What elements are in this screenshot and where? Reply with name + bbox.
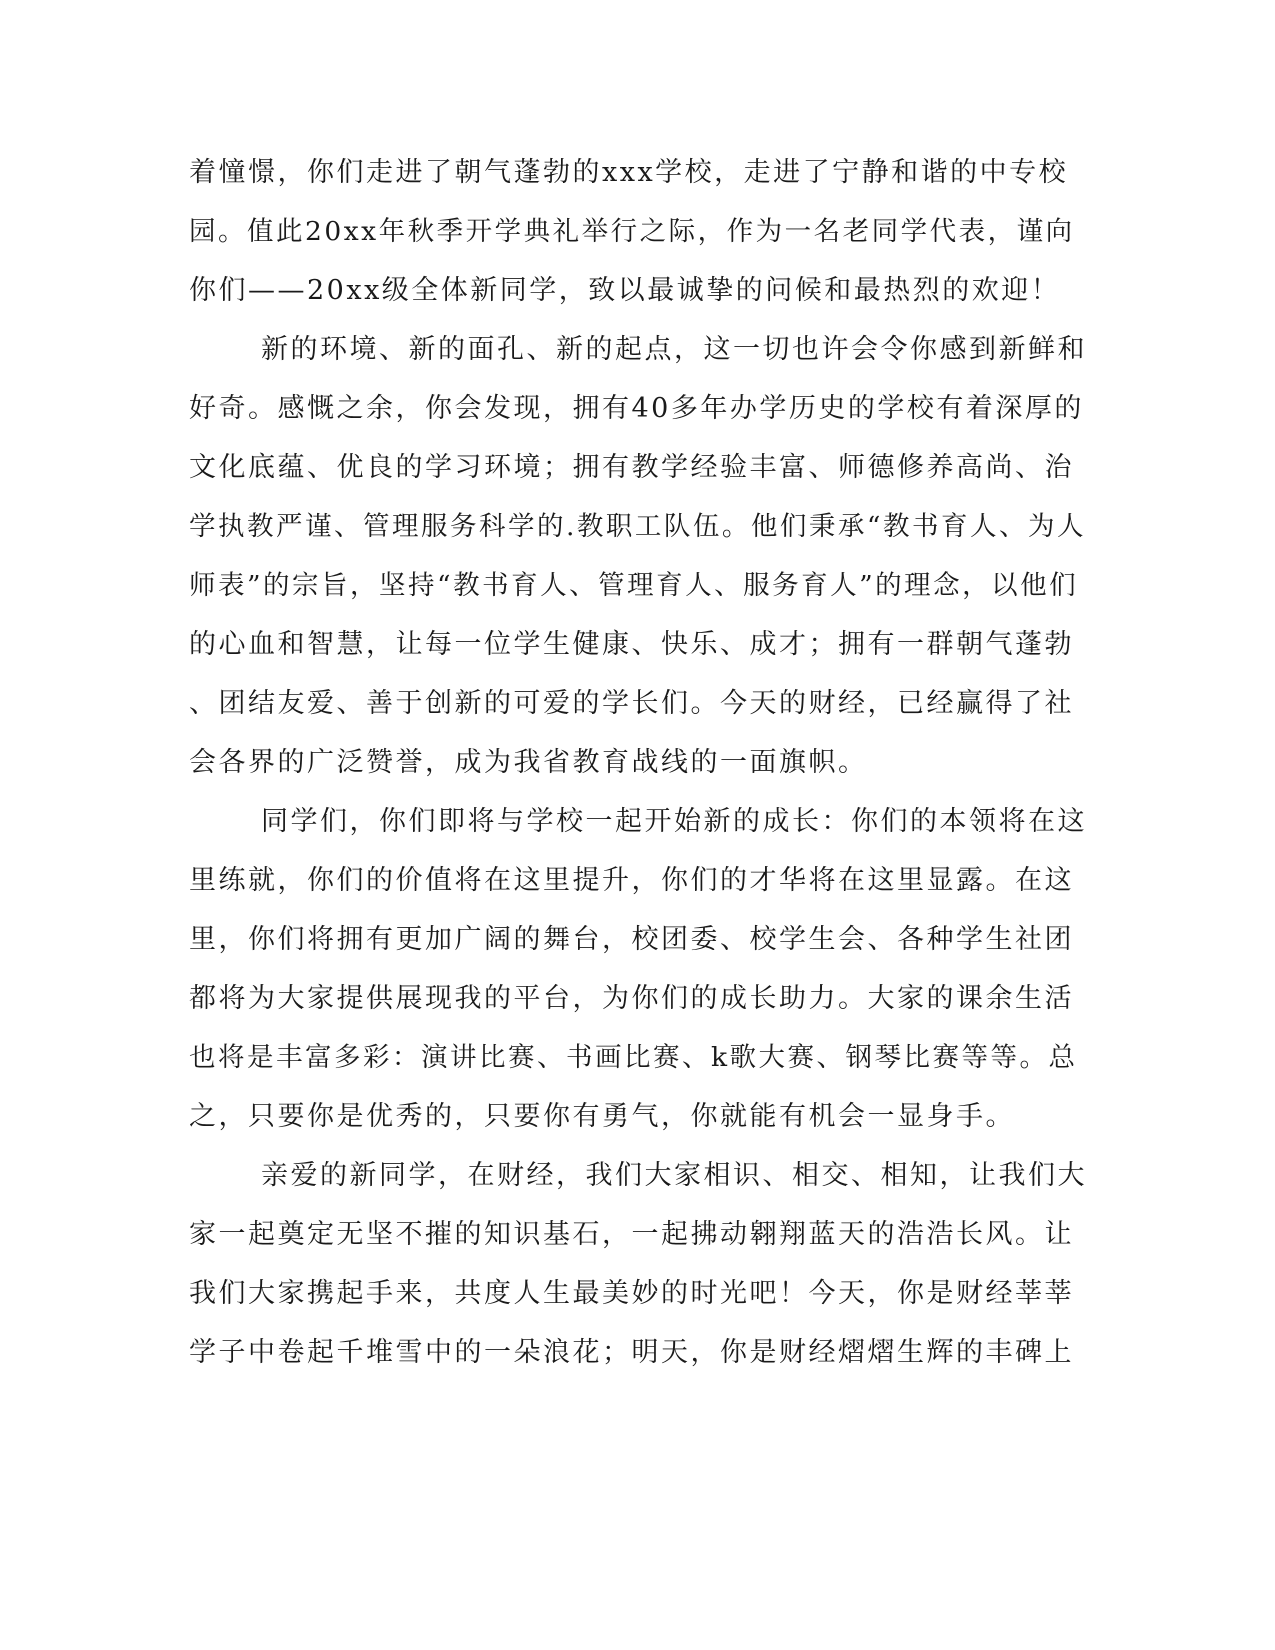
text-line: 都将为大家提供展现我的平台，为你们的成长助力。大家的课余生活 (189, 983, 1074, 1014)
text-line: 亲爱的新同学，在财经，我们大家相识、相交、相知，让我们大 (261, 1160, 1087, 1191)
text-line: 我们大家携起手来，共度人生最美妙的时光吧！今天，你是财经莘莘 (189, 1278, 1074, 1309)
text-line: 也将是丰富多彩：演讲比赛、书画比赛、k歌大赛、钢琴比赛等等。总 (189, 1042, 1078, 1073)
text-line: 学子中卷起千堆雪中的一朵浪花；明天，你是财经熠熠生辉的丰碑上 (189, 1337, 1074, 1368)
text-line: 好奇。感慨之余，你会发现，拥有40多年办学历史的学校有着深厚的 (189, 393, 1084, 424)
text-line: 新的环境、新的面孔、新的起点，这一切也许会令你感到新鲜和 (261, 334, 1087, 365)
text-line: 你们——20xx级全体新同学，致以最诚挚的问候和最热烈的欢迎！ (189, 275, 1061, 306)
text-line: 文化底蕴、优良的学习环境；拥有教学经验丰富、师德修养高尚、治 (189, 452, 1074, 483)
text-line: 里练就，你们的价值将在这里提升，你们的才华将在这里显露。在这 (189, 865, 1074, 896)
text-line: 的心血和智慧，让每一位学生健康、快乐、成才；拥有一群朝气蓬勃 (189, 629, 1074, 660)
text-line: 里，你们将拥有更加广阔的舞台，校团委、校学生会、各种学生社团 (189, 924, 1074, 955)
text-line: 园。值此20xx年秋季开学典礼举行之际，作为一名老同学代表，谨向 (189, 216, 1075, 247)
text-line: 之，只要你是优秀的，只要你有勇气，你就能有机会一显身手。 (189, 1101, 1015, 1132)
text-line: 着憧憬，你们走进了朝气蓬勃的xxx学校，走进了宁静和谐的中专校 (189, 157, 1069, 188)
text-line: 会各界的广泛赞誉，成为我省教育战线的一面旗帜。 (189, 747, 868, 778)
text-line: 家一起奠定无坚不摧的知识基石，一起拂动翱翔蓝天的浩浩长风。让 (189, 1219, 1074, 1250)
text-line: 学执教严谨、管理服务科学的.教职工队伍。他们秉承“教书育人、为人 (189, 511, 1086, 542)
text-line: 同学们，你们即将与学校一起开始新的成长：你们的本领将在这 (261, 806, 1087, 837)
text-line: 、团结友爱、善于创新的可爱的学长们。今天的财经，已经赢得了社 (189, 688, 1074, 719)
text-line: 师表”的宗旨，坚持“教书育人、管理育人、服务育人”的理念，以他们 (189, 570, 1079, 601)
